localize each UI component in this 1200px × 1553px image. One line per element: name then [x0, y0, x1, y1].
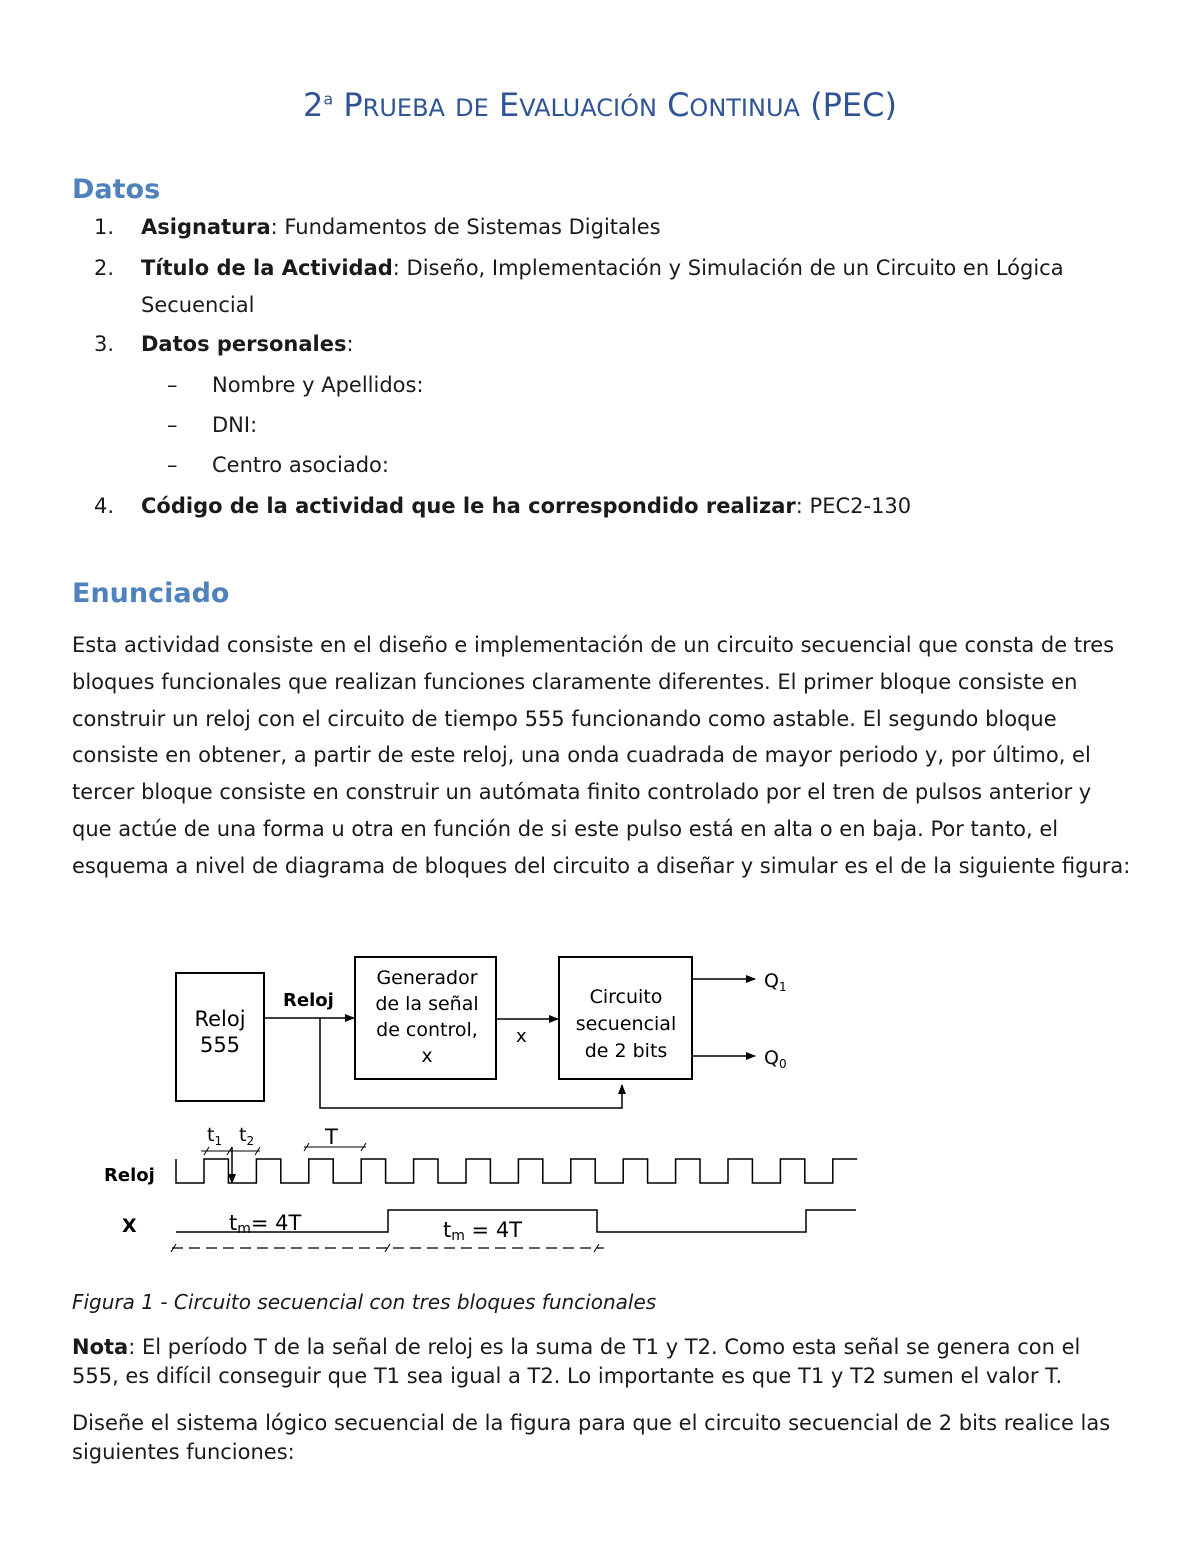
generador-block-label: Generador — [376, 967, 478, 989]
x-signal-label: X — [122, 1215, 137, 1237]
circuito-block-label: de 2 bits — [584, 1040, 668, 1062]
item-label: Título de la Actividad — [141, 256, 393, 280]
item-label: Datos personales — [141, 332, 347, 356]
item-label: Código de la actividad que le ha correspondido realizar — [141, 494, 796, 518]
closing-paragraph: Diseñe el sistema lógico secuencial de la figura para que el circuito secuencial de 2 bits realice las siguientes funciones: — [72, 1411, 1111, 1464]
t2-label: $t_2$ — [239, 1124, 255, 1148]
page-title — [0, 86, 1200, 124]
tm2-label: tm = 4T — [443, 1218, 523, 1244]
nota-paragraph — [72, 1333, 1132, 1391]
title-word-rest: ONTINUA — [689, 94, 800, 122]
reloj-block-label: Reloj — [194, 1007, 246, 1031]
enunciado-paragraph: Esta actividad consiste en el diseño e implementación de un circuito secuencial que consta de tres bloques funcionales que realizan funciones claramente diferentes. El primer bloque consiste en construir un reloj con el circuito de tiempo 555 funcionando como astable. El segundo bloque consiste en obtener, a partir de este reloj, una onda cuadrada de mayor periodo y, por último, el tercer bloque consiste en construir un autómata finito controlado por el tren de pulsos anterior y que actúe de una forma u otra en función de si este pulso está en alta o en baja. Por tanto, el esquema a nivel de diagrama de bloques del circuito a diseñar y simular es el de la siguiente figura: — [72, 633, 1131, 878]
q1-label: $Q_1$ — [764, 970, 787, 994]
title-word-initial: C — [667, 86, 690, 124]
list-number: 4. — [94, 494, 115, 518]
figure-caption: Figura 1 - Circuito secuencial con tres bloques funcionales — [72, 1290, 657, 1314]
sub-item-text: DNI: — [212, 413, 258, 437]
list-number: 1. — [94, 215, 115, 239]
nota-text: : El período T de la señal de reloj es la suma de T1 y T2. Como esta señal se genera con el 555, es difícil conseguir que T1 sea igual a T2. Lo importante es que T1 y T2 sumen el valor T. — [72, 1335, 1081, 1388]
title-word-initial: E — [498, 86, 520, 124]
generador-block-label: de la señal — [375, 993, 479, 1015]
nota-label: Nota — [72, 1335, 129, 1359]
title-word-rest: VALUACIÓN — [519, 94, 657, 122]
item-value: : Fundamentos de Sistemas Digitales — [270, 215, 661, 239]
dash: – — [167, 373, 178, 397]
sub-item-text: Nombre y Apellidos: — [212, 373, 424, 397]
reloj-signal-label: Reloj — [104, 1165, 155, 1186]
x-wire-label: x — [516, 1026, 527, 1047]
item-label: Asignatura — [141, 215, 271, 239]
title-word-initial: P — [343, 86, 363, 124]
t1-label: $t_1$ — [207, 1124, 223, 1148]
generador-block-label: x — [421, 1045, 433, 1067]
circuito-block-label: Circuito — [589, 986, 663, 1008]
datos-heading: Datos — [72, 174, 161, 205]
sub-item-text: Centro asociado: — [212, 453, 389, 477]
enunciado-heading: Enunciado — [72, 578, 230, 609]
title-word-rest: RUEBA — [362, 94, 445, 122]
clock-waveform — [176, 1159, 857, 1183]
title-word: DE — [455, 94, 489, 122]
title-ordinal: a — [323, 89, 334, 109]
reloj-block-label: 555 — [199, 1033, 241, 1057]
q0-label: $Q_0$ — [764, 1047, 787, 1071]
list-number: 2. — [94, 256, 115, 280]
dash: – — [167, 453, 178, 477]
generador-block-label: de control, — [376, 1019, 478, 1041]
block-diagram-figure — [0, 940, 1200, 1260]
period-label: T — [325, 1125, 338, 1149]
tm1-label: tm= 4T — [229, 1211, 302, 1237]
title-number: 2 — [303, 86, 324, 124]
circuito-block-label: secuencial — [575, 1013, 677, 1035]
title-tail: (PEC) — [810, 86, 897, 124]
reloj-wire-label: Reloj — [283, 990, 334, 1011]
item-value: : PEC2-130 — [795, 494, 912, 518]
dash: – — [167, 413, 178, 437]
item-value: : Diseño, Implementación y Simulación de un Circuito en Lógica Secuencial — [141, 256, 1064, 317]
item-value: : — [346, 332, 354, 356]
list-number: 3. — [94, 332, 115, 356]
